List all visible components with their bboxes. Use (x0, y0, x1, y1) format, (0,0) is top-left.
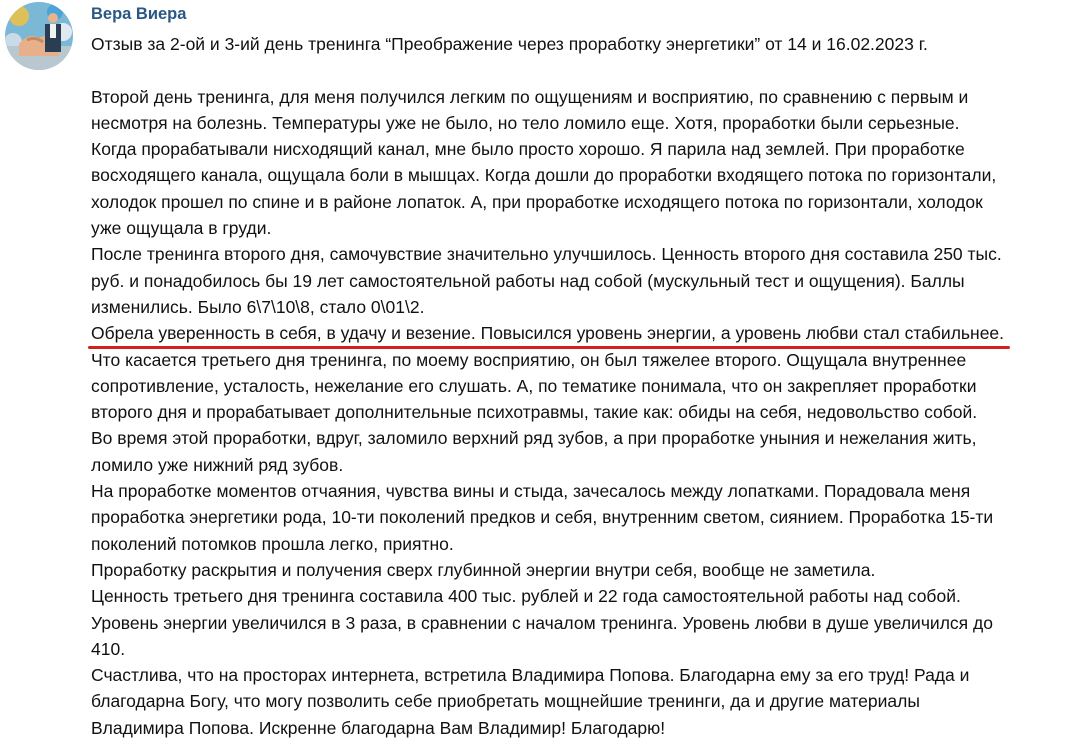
post-body (91, 31, 1066, 741)
post-line: холодок прошел по спине и в районе лопаток. А, при проработке исходящего потока по горизонтали, холодок (91, 191, 983, 212)
author-name-link[interactable]: Вера Виера (91, 5, 187, 23)
post-line: После тренинга второго дня, самочувствие значительно улучшилось. Ценность второго дня составила 250 тыс. (91, 244, 1002, 265)
post-line: Уровень энергии увеличился в 3 раза, в сравнении с началом тренинга. Уровень любви в душе увеличился до (91, 612, 993, 633)
highlighted-line-wrapper (91, 320, 1066, 346)
post-line: Во время этой проработки, вдруг, заломило верхний ряд зубов, а при проработке уныния и нежелания жить, (91, 428, 977, 449)
post-line: Ценность третьего дня тренинга составила 400 тыс. рублей и 22 года самостоятельной работы над собой. (91, 586, 961, 607)
red-underline-mark (88, 346, 1010, 349)
post-line: благодарна Богу, что могу позволить себе приобретать мощнейшие тренинги, да и другие материалы (91, 691, 920, 712)
post-line: несмотря на болезнь. Температуры уже не было, но тело ломило еще. Хотя, проработки были серьезные. (91, 112, 960, 133)
post-line: проработка энергетики рода, 10-ти поколений предков и себя, внутренним светом, сиянием. Проработка 15-ти (91, 507, 994, 528)
post-line: восходящего канала, ощущала боли в мышцах. Когда дошли до проработки входящего потока по горизонтали, (91, 165, 997, 186)
avatar-photo-icon (5, 2, 73, 70)
post-line: второго дня и прорабатывает дополнительные психотравмы, такие как: обиды на себя, недовольство собой. (91, 402, 978, 423)
post-title: Отзыв за 2-ой и 3-ий день тренинга “Преображение через проработку энергетики” от 14 и 16.02.2023 г. (91, 34, 928, 54)
post-line: Что касается третьего дня тренинга, по моему восприятию, он был тяжелее второго. Ощущала внутреннее (91, 349, 967, 370)
post-line: руб. и понадобилось бы 19 лет самостоятельной работы над собой (мускульный тест и ощущения). Баллы (91, 270, 965, 291)
paragraph-gap (91, 57, 1066, 83)
post-line: На проработке моментов отчаяния, чувства вины и стыда, зачесалось между лопатками. Порадовала меня (91, 481, 971, 502)
post-line: Счастлива, что на просторах интернета, встретила Владимира Попова. Благодарна ему за его труд! Рада и (91, 665, 970, 686)
highlighted-line (91, 320, 1004, 346)
highlighted-line-text: Обрела уверенность в себя, в удачу и везение. Повысился уровень энергии, а уровень любви стал стабильнее. (91, 323, 1005, 344)
post-line: ломило уже нижний ряд зубов. (91, 454, 344, 475)
post-line: поколений потомков прошла легко, приятно. (91, 533, 454, 554)
post-line: Когда прорабатывали нисходящий канал, мне было просто хорошо. Я парила над землей. При проработке (91, 139, 965, 160)
post-line: Второй день тренинга, для меня получился легким по ощущениям и восприятию, по сравнению с первым и (91, 86, 969, 107)
post-line: Владимира Попова. Искренне благодарна Вам Владимир! Благодарю! (91, 717, 666, 738)
author-avatar[interactable] (5, 2, 73, 70)
post-line: уже ощущала в груди. (91, 218, 272, 239)
post-line: сопротивление, усталость, нежелание его слушать. А, по тематике понимала, что он закрепляет проработки (91, 375, 977, 396)
post-line: изменились. Было 6\7\10\8, стало 0\01\2. (91, 296, 425, 317)
post-line: 410. (91, 638, 126, 659)
post-line: Проработку раскрытия и получения сверх глубинной энергии внутри себя, вообще не заметила. (91, 559, 876, 580)
